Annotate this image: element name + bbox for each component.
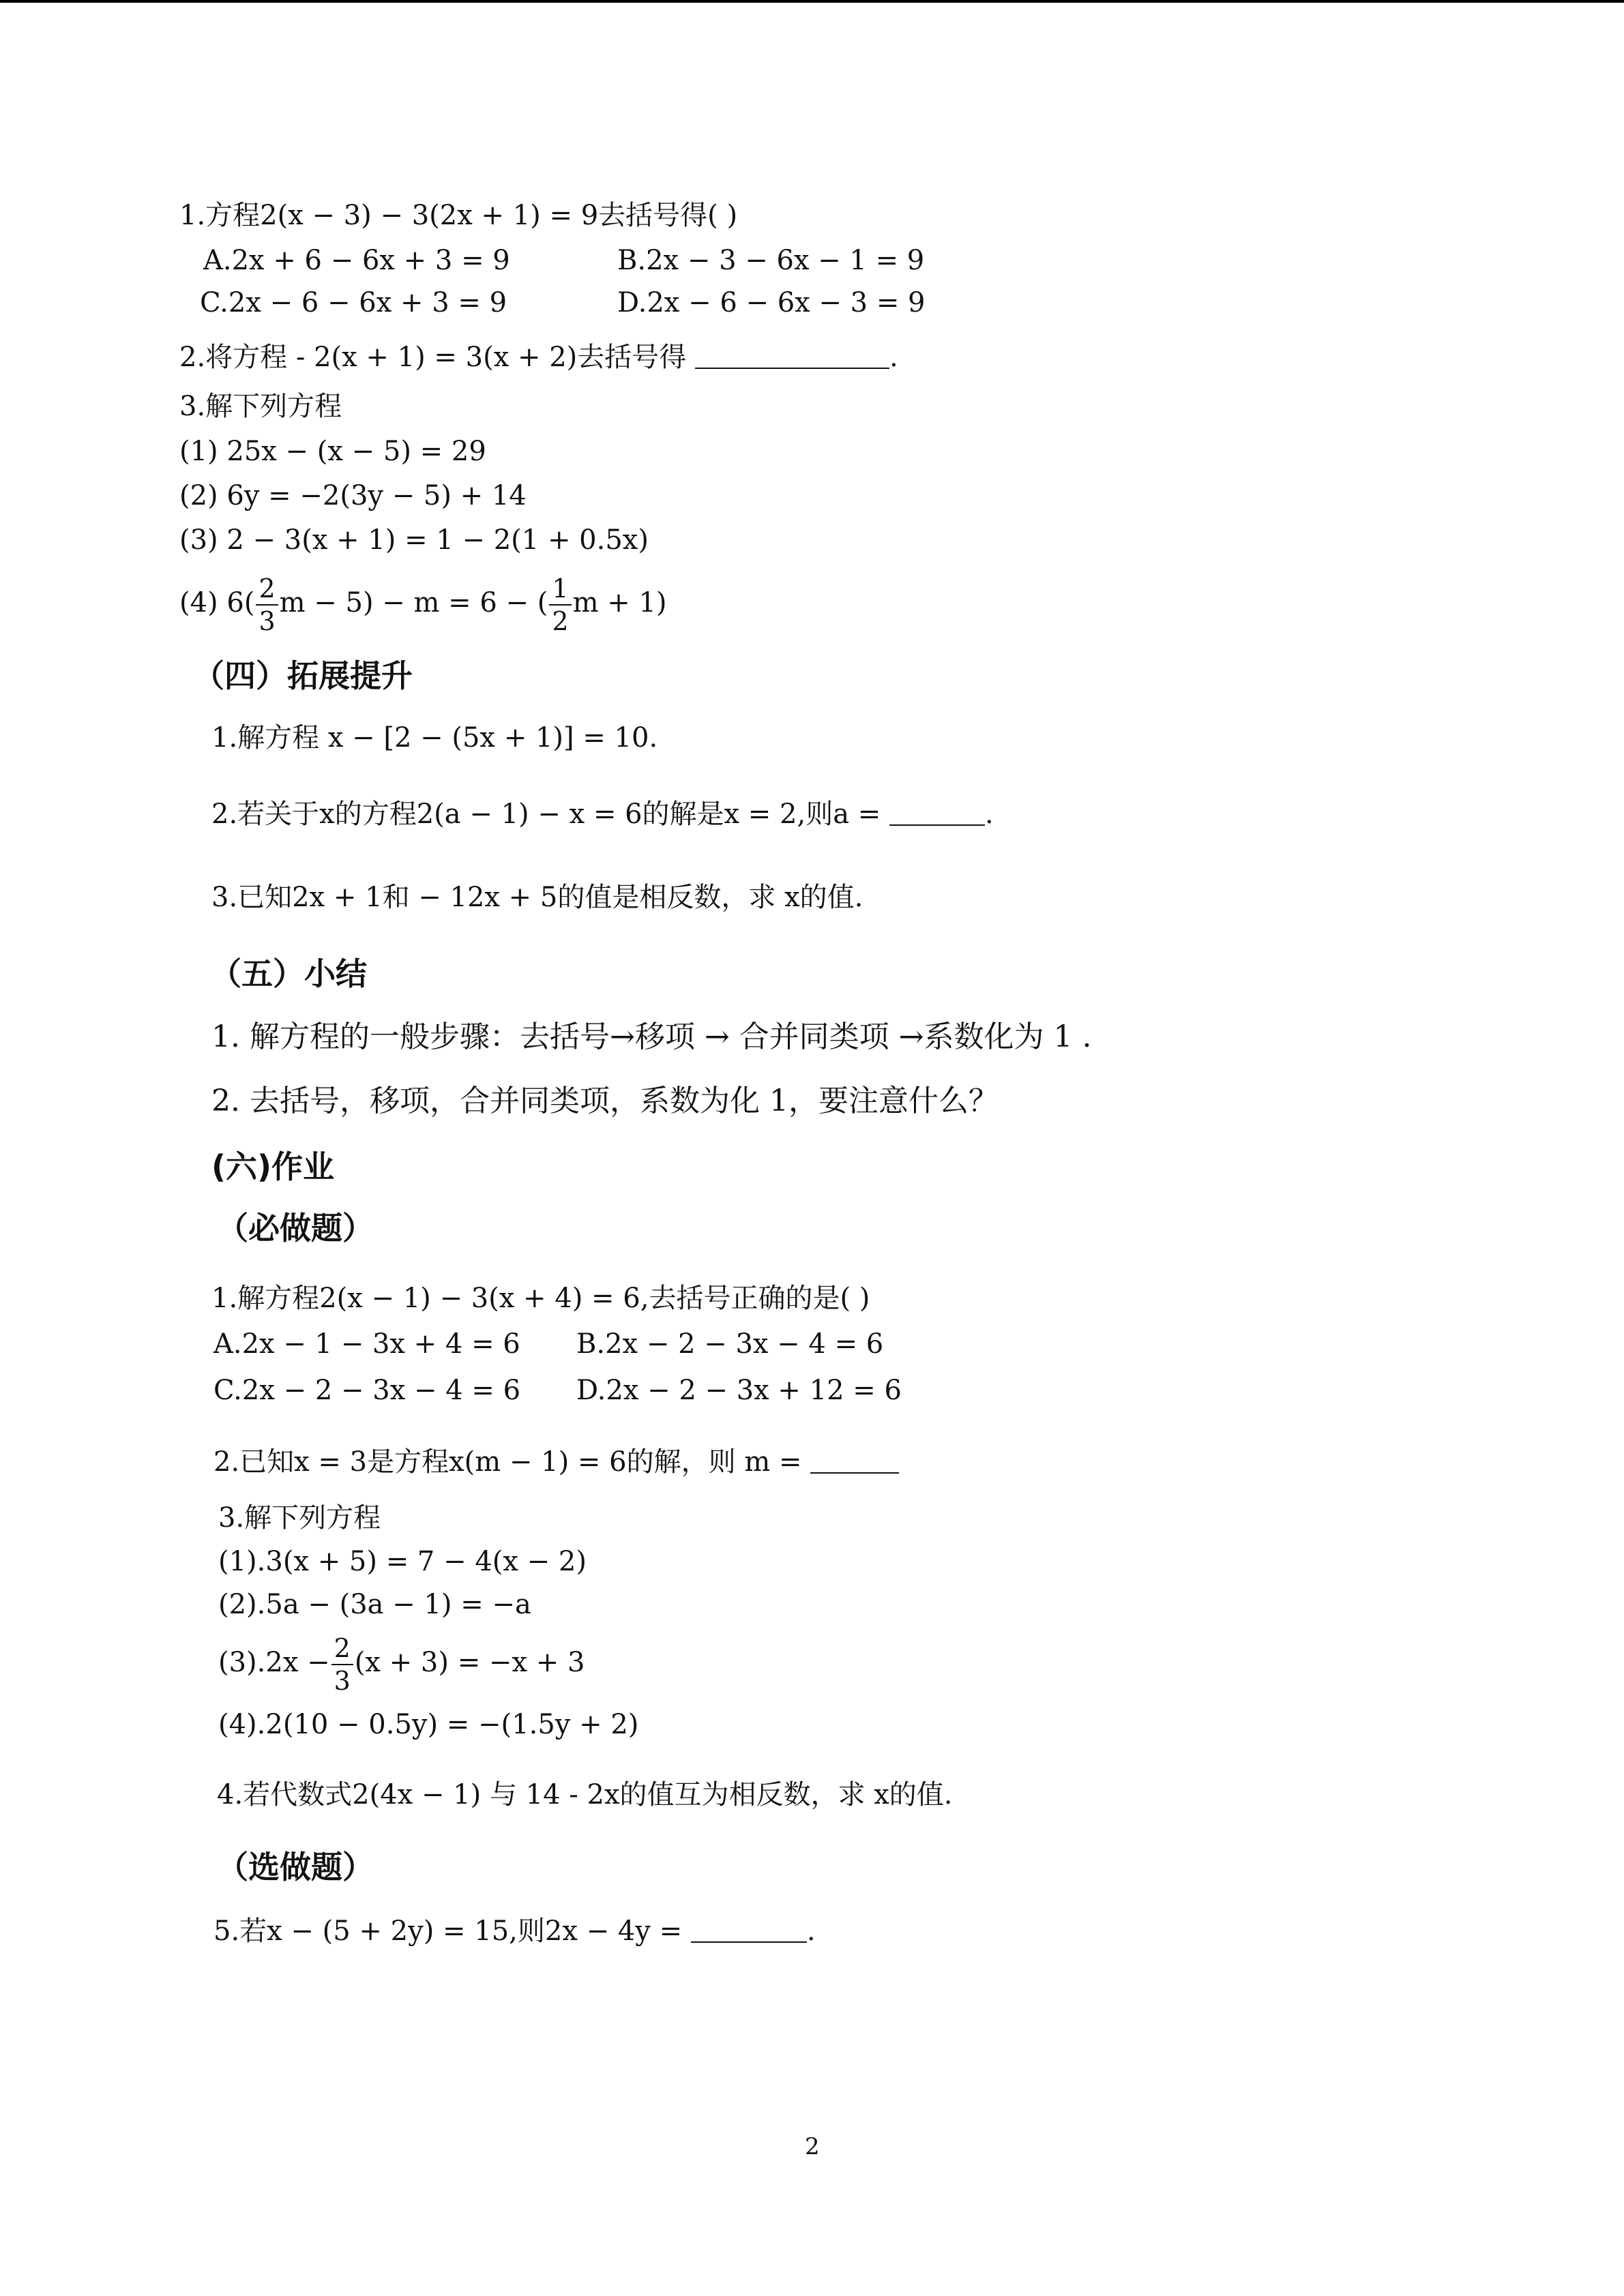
hw-q5-end: . — [806, 1915, 816, 1947]
hw-q4: 4.若代数式2(4x − 1) 与 14 - 2x的值互为相反数，求 x的值. — [217, 1779, 953, 1810]
hw-q5-stem: 5.若x − (5 + 2y) = 15,则2x − 4y = — [213, 1915, 683, 1947]
q3-e4-suffix: m + 1) — [572, 587, 667, 618]
page-number: 2 — [805, 2133, 820, 2160]
ext-q1: 1.解方程 x − [2 − (5x + 1)] = 10. — [211, 722, 658, 754]
hw-q2-line — [213, 1446, 899, 1478]
hw-e3-suffix: (x + 3) = −x + 3 — [354, 1647, 585, 1678]
q1-option-a: A.2x + 6 − 6x + 3 = 9 — [203, 245, 510, 276]
q3-e4-middle: m − 5) − m = 6 − ( — [279, 587, 548, 618]
hw-q3-equation-4: (4).2(10 − 0.5y) = −(1.5y + 2) — [218, 1709, 639, 1740]
hw-q3-equation-2: (2).5a − (3a − 1) = −a — [218, 1589, 531, 1620]
fraction-two-thirds: $\frac{2}{3}$ — [256, 573, 278, 637]
summary-point-1: 1. 解方程的一般步骤：去括号→移项 → 合并同类项 →系数化为 1 . — [211, 1019, 1092, 1054]
hw-q2-stem: 2.已知x = 3是方程x(m − 1) = 6的解，则 m = — [213, 1446, 802, 1478]
hw-q1-stem: 1.解方程2(x − 1) − 3(x + 4) = 6,去括号正确的是( ) — [211, 1283, 870, 1314]
ext-q2-line — [211, 798, 994, 831]
fraction-one-half: $\frac{1}{2}$ — [549, 573, 571, 637]
ext-q3: 3.已知2x + 1和 − 12x + 5的值是相反数，求 x的值. — [211, 882, 863, 913]
fraction-two-thirds-hw: $\frac{2}{3}$ — [331, 1632, 353, 1697]
q1-option-c: C.2x − 6 − 6x + 3 = 9 — [200, 287, 507, 318]
summary-point-2: 2. 去括号，移项，合并同类项，系数为化 1，要注意什么？ — [211, 1084, 999, 1118]
hw-q5-answer-blank — [691, 1915, 807, 1943]
q1-option-d: D.2x − 6 − 6x − 3 = 9 — [617, 287, 926, 318]
q2-line — [179, 341, 898, 374]
q3-equation-1: (1) 25x − (x − 5) = 29 — [179, 436, 486, 467]
hw-q1-option-b: B.2x − 2 − 3x − 4 = 6 — [576, 1328, 884, 1360]
hw-q2-answer-blank — [810, 1446, 899, 1474]
ext-q2-answer-blank — [889, 799, 985, 826]
hw-q1-option-a: A.2x − 1 − 3x + 4 = 6 — [213, 1328, 520, 1360]
q2-answer-blank — [695, 342, 889, 369]
hw-q3-equation-1: (1).3(x + 5) = 7 − 4(x − 2) — [218, 1546, 587, 1577]
hw-q3-title: 3.解下列方程 — [218, 1502, 381, 1534]
ext-q2-stem: 2.若关于x的方程2(a − 1) − x = 6的解是x = 2,则a = — [211, 799, 881, 830]
hw-q5-line — [213, 1915, 816, 1948]
q2-stem: 2.将方程 - 2(x + 1) = 3(x + 2)去括号得 — [179, 342, 687, 373]
q3-equation-4 — [179, 573, 667, 637]
page-top-border — [0, 0, 1624, 3]
hw-e3-prefix: (3).2x − — [218, 1647, 330, 1678]
ext-q2-end: . — [985, 799, 994, 830]
section-heading-summary: （五）小结 — [210, 955, 367, 992]
section-heading-extension: （四）拓展提升 — [193, 657, 413, 694]
hw-q1-option-d: D.2x − 2 − 3x + 12 = 6 — [576, 1375, 902, 1406]
subheading-required: （必做题） — [217, 1210, 374, 1247]
q3-equation-3: (3) 2 − 3(x + 1) = 1 − 2(1 + 0.5x) — [179, 524, 649, 556]
q3-equation-2: (2) 6y = −2(3y − 5) + 14 — [179, 480, 527, 511]
q1-stem: 1.方程2(x − 3) − 3(2x + 1) = 9去括号得( ) — [179, 200, 738, 231]
subheading-optional: （选做题） — [217, 1849, 374, 1885]
hw-q1-option-c: C.2x − 2 − 3x − 4 = 6 — [213, 1375, 521, 1406]
q3-e4-prefix: (4) 6( — [179, 587, 255, 618]
hw-q3-equation-3 — [218, 1632, 585, 1697]
q2-end: . — [889, 342, 898, 373]
q1-option-b: B.2x − 3 − 6x − 1 = 9 — [617, 245, 925, 276]
q3-title: 3.解下列方程 — [179, 391, 342, 422]
section-heading-homework: (六)作业 — [211, 1148, 335, 1185]
